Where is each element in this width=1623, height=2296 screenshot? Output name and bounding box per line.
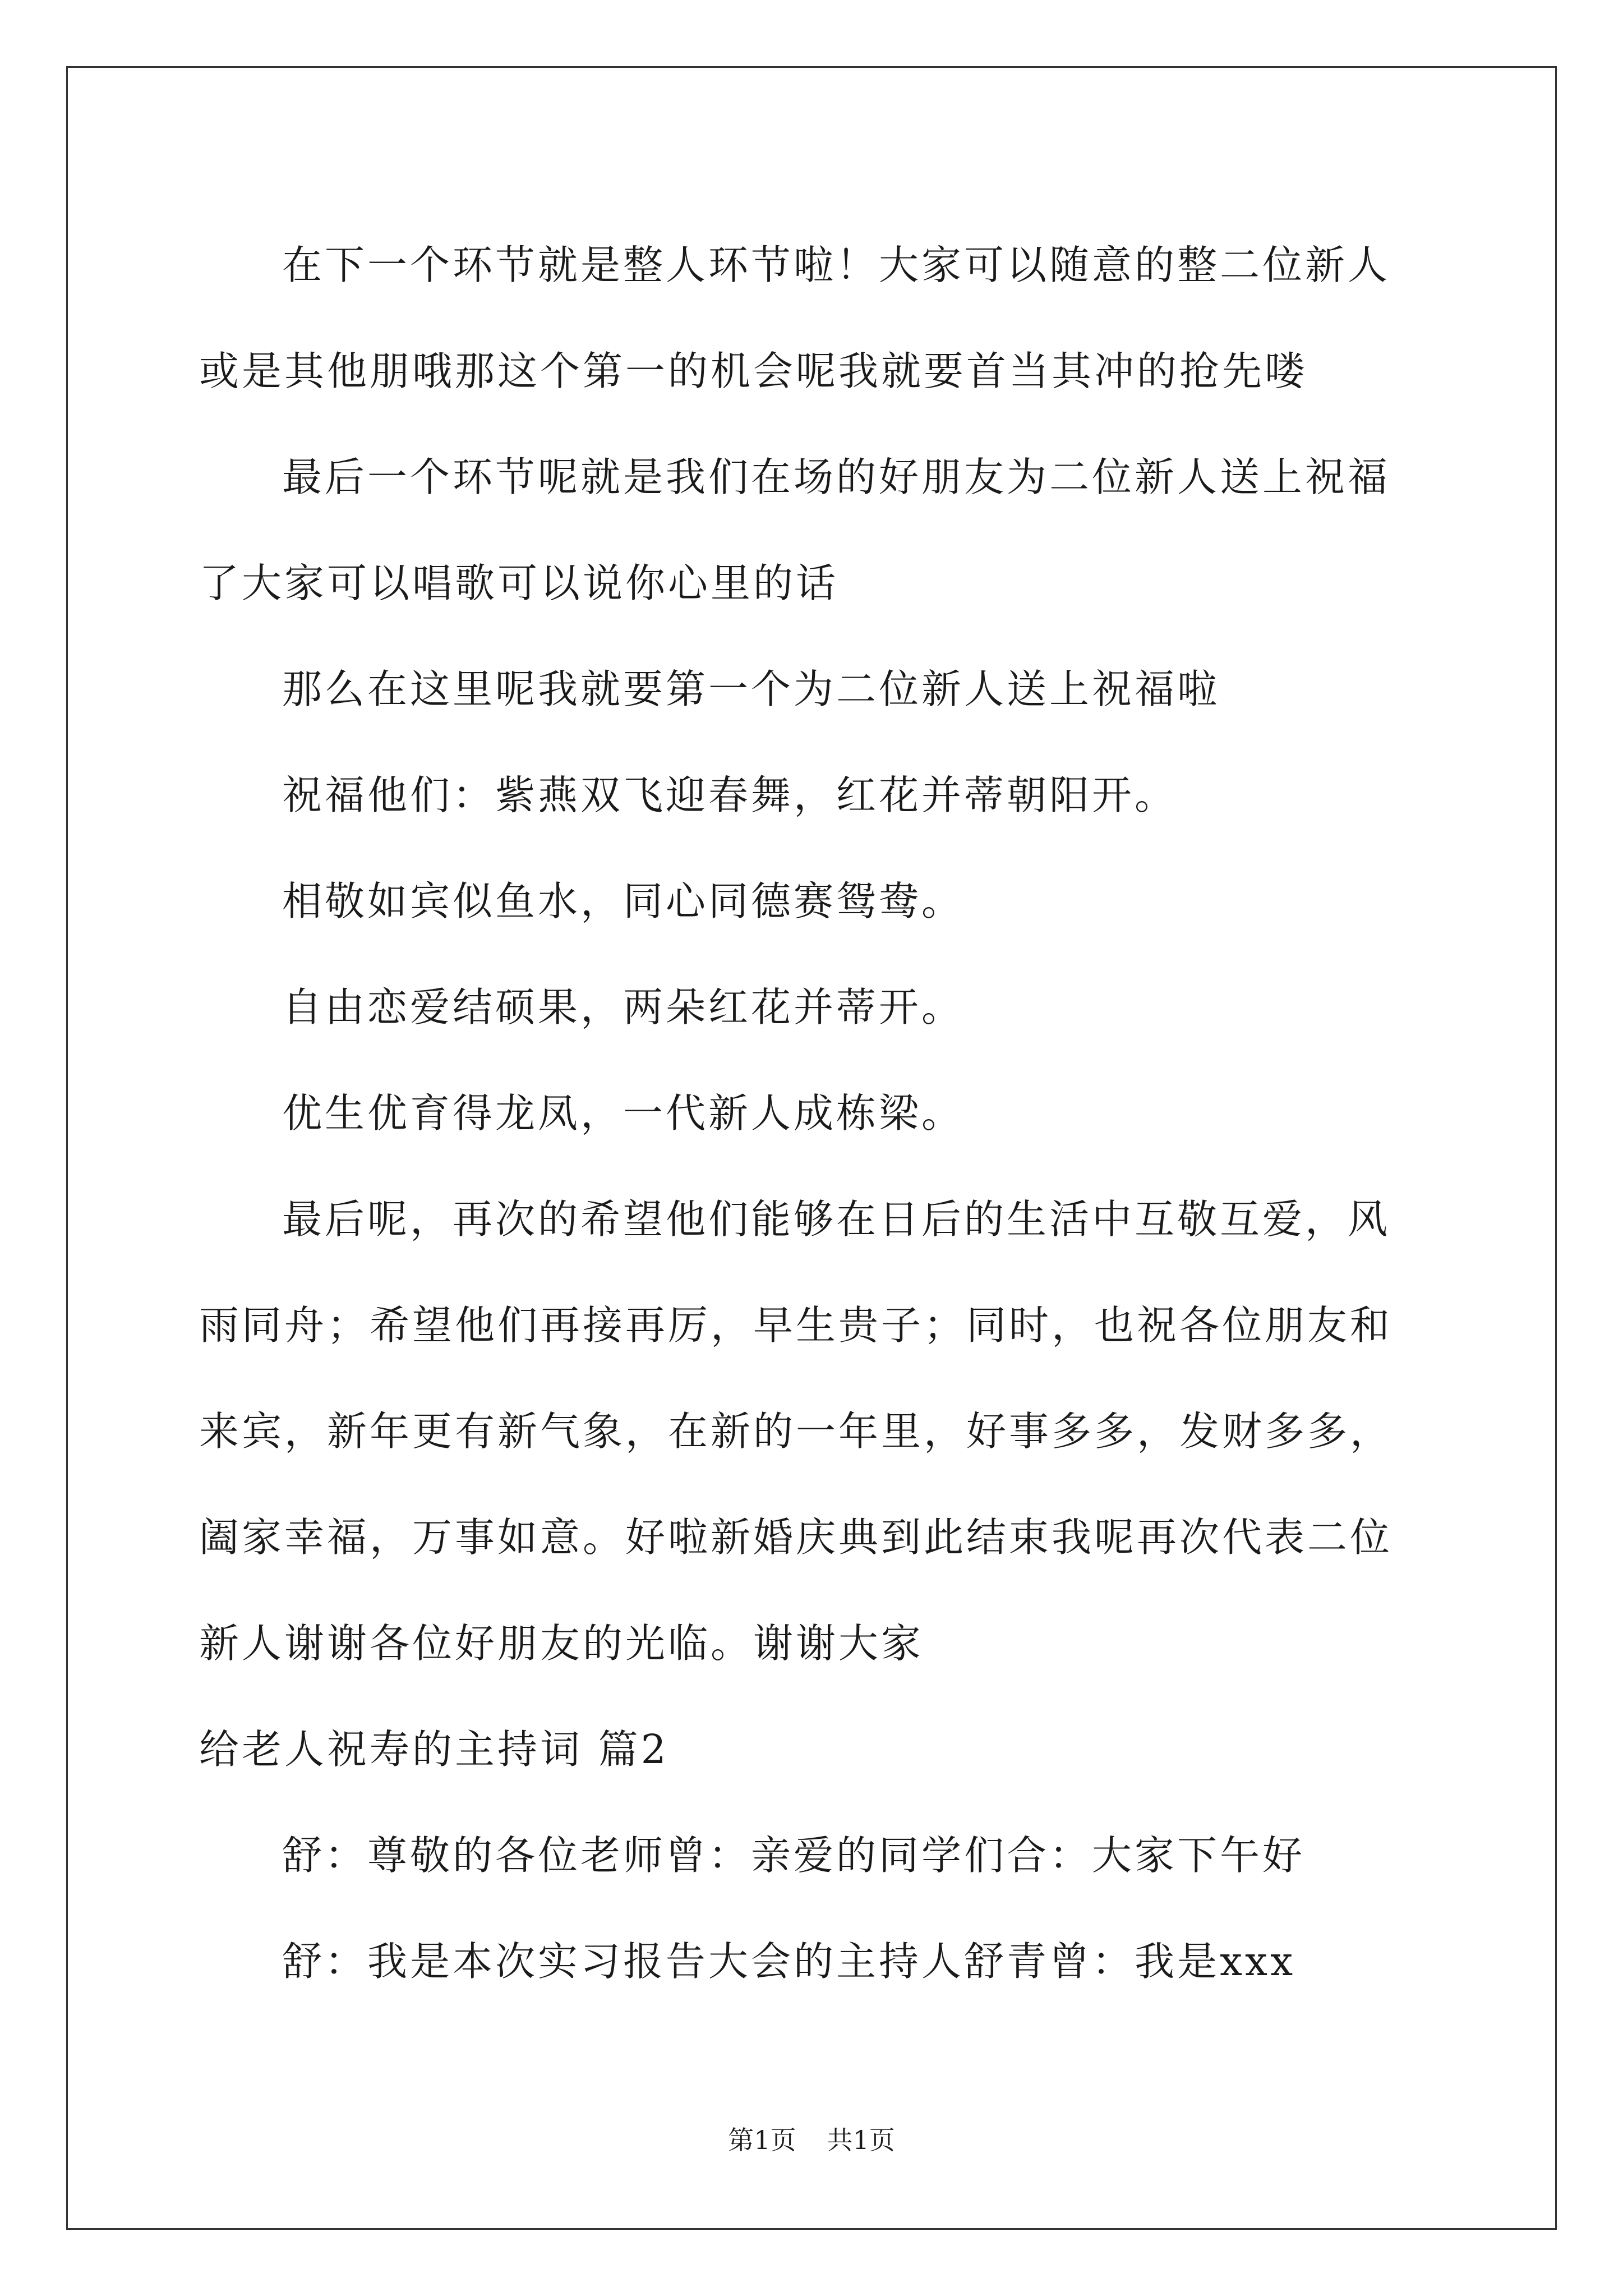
paragraph-10: 舒：我是本次实习报告大会的主持人舒青曾：我是xxx (282, 1938, 1296, 1985)
page-number: 第1页 (728, 2125, 796, 2155)
paragraph-4: 祝福他们：紫燕双飞迎春舞，红花并蒂朝阳开。 (282, 772, 1178, 818)
page-total: 共1页 (827, 2125, 895, 2155)
section-heading: 给老人祝寿的主持词 篇2 (199, 1726, 669, 1773)
paragraph-6: 自由恋爱结硕果，两朵红花并蒂开。 (282, 984, 965, 1030)
paragraph-9: 舒：尊敬的各位老师曾：亲爱的同学们合：大家下午好 (282, 1832, 1306, 1879)
paragraph-5: 相敬如宾似鱼水，同心同德赛鸳鸯。 (282, 878, 965, 924)
document-body (199, 212, 1427, 2014)
paragraph-2: 最后一个环节呢就是我们在场的好朋友为二位新人送上祝福了大家可以唱歌可以说你心里的话 (199, 454, 1391, 606)
paragraph-8: 最后呢，再次的希望他们能够在日后的生活中互敬互爱，风雨同舟；希望他们再接再厉，早生贵子；同时，也祝各位朋友和来宾，新年更有新气象，在新的一年里，好事多多，发财多多，阖家幸福，万事如意。好啦新婚庆典到此结束我呢再次代表二位新人谢谢各位好朋友的光临。谢谢大家 (199, 1196, 1393, 1667)
paragraph-7: 优生优育得龙凤，一代新人成栋梁。 (282, 1090, 965, 1137)
paragraph-3: 那么在这里呢我就要第一个为二位新人送上祝福啦 (282, 666, 1220, 712)
paragraph-1: 在下一个环节就是整人环节啦！大家可以随意的整二位新人或是其他朋哦那这个第一的机会呢我就要首当其冲的抢先喽 (199, 242, 1391, 394)
page-footer (0, 2123, 1623, 2157)
